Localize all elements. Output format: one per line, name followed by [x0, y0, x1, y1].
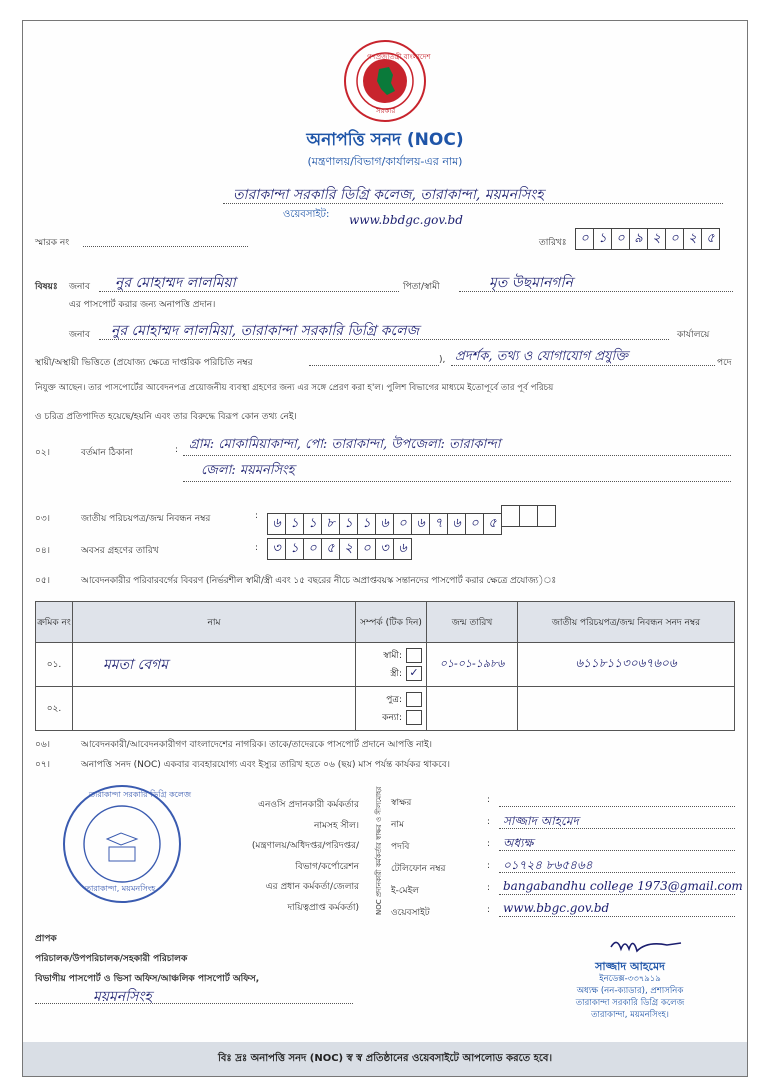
rel-husband-checkbox[interactable] — [406, 648, 422, 663]
body-line3: নিযুক্ত আছেন। তার পাসপোর্টের আবেদনপত্র প্রয়োজনীয় ব্যবস্থা গ্রহণের জন্য এর সঙ্গে প্রেরণ করা হ'ল। পুলিশ বিভাগের মাধ্যমে ইতোপূর্বে তার পূর্ব পরিচয় — [35, 383, 554, 393]
nid-digit-box: ৮ — [321, 513, 340, 535]
body-line2-prefix: স্থায়ী/অস্থায়ী ভিত্তিতে (প্রযোজ্য ক্ষেত্রে দাপ্তরিক পরিচিতি নম্বর — [35, 358, 253, 368]
th-relation: সম্পর্ক (টিক দিন) — [356, 602, 427, 643]
nid-digit-box — [501, 505, 520, 527]
retire-digit-box: ৩ — [375, 538, 394, 560]
row-nid: ৬১১৮১১৩০৬৭৬০৬ — [575, 655, 677, 670]
family-num: ০৫। — [35, 576, 50, 586]
address-num: ০২। — [35, 448, 50, 458]
th-serial: ক্রমিক নং — [36, 602, 73, 643]
seal-college: তারাকান্দা সরকারি ডিগ্রি কলেজ — [575, 998, 685, 1008]
signer-field-label: ওয়েবসাইট — [391, 908, 430, 918]
recipient-line1: পরিচালক/উপপরিচালক/সহকারী পরিচালক — [35, 954, 188, 964]
address-line2: জেলা: ময়মনসিংহ — [201, 463, 295, 478]
row-serial: ০২. — [36, 687, 73, 731]
father-label: পিতা/স্বামী — [403, 282, 440, 292]
emblem-bottom-text: সরকার — [376, 107, 396, 115]
signer-left-line: বিভাগ/কর্পোরেশন — [295, 861, 359, 872]
nid-boxes — [267, 505, 555, 535]
date-digit-box: ২ — [683, 228, 702, 250]
rel-husband-label: স্বামী: — [383, 650, 402, 661]
nid-digit-box: ১ — [285, 513, 304, 535]
recipient-line2: বিভাগীয় পাসপোর্ট ও ভিসা অফিস/আঞ্চলিক পাসপোর্ট অফিস, — [35, 974, 260, 984]
nid-label: জাতীয় পরিচয়পত্র/জন্ম নিবন্ধন নম্বর — [81, 514, 211, 524]
signer-field-row: নাম : সাজ্জাদ আহমেদ — [391, 813, 741, 835]
father-value: মৃত উছমানগনি — [489, 275, 573, 291]
citizen-text: আবেদনকারী/আবেদনকারীগণ বাংলাদেশের নাগরিক। তাকে/তাদেরকে পাসপোর্ট প্রদানে আপত্তি নাই। — [81, 740, 433, 750]
validity-text: অনাপত্তি সনদ (NOC) একবার ব্যবহারযোগ্য এবং ইস্যুর তারিখ হতে ০৬ (ছয়) মাস পর্যন্ত কার্যকর থাকবে। — [81, 760, 450, 770]
family-intro: আবেদনকারীর পরিবারবর্গের বিবরণ (নির্ভরশীল স্বামী/স্ত্রী এবং ১৫ বছরের নীচে অপ্রাপ্তবয়স্ক সন্তানদের পাসপোর্ট করার ক্ষেত্রে প্রযোজ্য)ঃ — [81, 576, 557, 586]
website-value: www.bbdgc.gov.bd — [349, 213, 463, 227]
signer-field-row: স্বাক্ষর : — [391, 791, 741, 813]
retire-digit-box: ৫ — [321, 538, 340, 560]
page-subtitle: (মন্ত্রণালয়/বিভাগ/কার্যালয়-এর নাম) — [307, 155, 463, 168]
date-digit-box: ০ — [575, 228, 594, 250]
retire-colon: : — [255, 543, 259, 553]
signer-field-label: নাম — [391, 820, 404, 830]
website-label: ওয়েবসাইট: — [283, 209, 330, 220]
seal-name: সাজ্জাদ আহমেদ — [595, 960, 665, 973]
row-dob: ০১-০১-১৯৮৬ — [439, 657, 505, 670]
date-digit-box: ৯ — [629, 228, 648, 250]
signer-field-value: bangabandhu college 1973@gmail.com — [503, 879, 743, 893]
nid-colon: : — [255, 511, 259, 521]
nid-digit-box: ৭ — [429, 513, 448, 535]
body-line2-mid: ), — [439, 355, 446, 365]
recipient-label: প্রাপক — [35, 934, 57, 944]
nid-num: ০৩। — [35, 514, 50, 524]
body-line2-suffix: পদে — [717, 358, 732, 368]
rel-daughter-checkbox[interactable] — [406, 710, 422, 725]
date-digit-box: ২ — [647, 228, 666, 250]
date-label: তারিখঃ — [539, 238, 567, 248]
signer-left-line: এনওসি প্রদানকারী কর্মকর্তার — [258, 800, 359, 810]
subject-label: বিষয়ঃ — [35, 282, 58, 292]
subject-name: নুর মোহাম্মদ লালমিয়া — [115, 275, 236, 291]
address-line1: গ্রাম: মোকামিয়াকান্দা, পো: তারাকান্দা, উপজেলা: তারাকান্দা — [189, 437, 501, 452]
signer-field-value: www.bbgc.gov.bd — [503, 901, 610, 915]
nid-digit-box: ১ — [303, 513, 322, 535]
rel-son-checkbox[interactable] — [406, 692, 422, 707]
signer-left-line: (মন্ত্রণালয়/অধিদপ্তর/পরিদপ্তর/ — [251, 841, 359, 851]
retire-label: অবসর গ্রহণের তারিখ — [81, 546, 159, 556]
nid-digit-box: ৫ — [483, 513, 502, 535]
signer-field-label: পদবি — [391, 842, 410, 852]
rel-daughter-label: কন্যা: — [382, 712, 402, 723]
nid-digit-box: ৬ — [267, 513, 286, 535]
family-table — [35, 601, 735, 731]
subject-line2: এর পাসপোর্ট করার জন্য অনাপত্তি প্রদান। — [69, 300, 216, 310]
stamp-ring-text: তারাকান্দা সরকারি ডিগ্রি কলেজ — [89, 790, 192, 799]
rel-son-label: পুত্র: — [386, 694, 402, 705]
nid-digit-box: ০ — [465, 513, 484, 535]
retire-boxes — [267, 537, 411, 560]
retire-digit-box: ০ — [303, 538, 322, 560]
page-title: অনাপত্তি সনদ (NOC) — [306, 130, 464, 150]
body-name-office: নুর মোহাম্মদ লালমিয়া, তারাকান্দা সরকারি ডিগ্রি কলেজ — [111, 323, 420, 339]
retire-digit-box: ১ — [285, 538, 304, 560]
retire-digit-box: ৬ — [393, 538, 412, 560]
footer-note: বিঃ দ্রঃ অনাপত্তি সনদ (NOC) স্ব স্ব প্রতিষ্ঠানের ওয়েবসাইটে আপলোড করতে হবে। — [23, 1042, 747, 1076]
date-digit-box: ৫ — [701, 228, 720, 250]
body-janab: জনাব — [69, 330, 91, 340]
signer-field-row: টেলিফোন নম্বর : ০১৭২৪ ৮৬৫৪৬৪ — [391, 857, 741, 879]
signer-field-label: ই-মেইল — [391, 886, 419, 896]
seal-place: তারাকান্দা, ময়মনসিংহ। — [591, 1010, 669, 1020]
recipient-city: ময়মনসিংহ — [93, 989, 152, 1005]
th-name: নাম — [73, 602, 356, 643]
date-boxes — [575, 227, 719, 250]
signer-left-line: এর প্রধান কর্মকর্তা/জেলার — [265, 882, 359, 892]
nid-digit-box: ১ — [339, 513, 358, 535]
body-line4: ও চরিত্র প্রতিপাদিত হয়েছে/হয়নি এবং তার বিরুদ্ধে বিরূপ কোন তথ্য নেই। — [35, 412, 297, 422]
signer-field-row: ই-মেইল : bangabandhu college 1973@gmail.com — [391, 879, 743, 896]
signer-left — [199, 795, 359, 918]
retire-digit-box: ০ — [357, 538, 376, 560]
signer-field-row: ওয়েবসাইট : www.bbgc.gov.bd — [391, 901, 741, 923]
retire-num: ০৪। — [35, 546, 50, 556]
memo-label: স্মারক নং — [35, 238, 70, 248]
address-colon: : — [175, 445, 179, 455]
designation-value: প্রদর্শক, তথ্য ও যোগাযোগ প্রযুক্তি — [455, 349, 628, 364]
seal-title: অধ্যক্ষ (নন-ক্যাডার), প্রশাসনিক — [576, 986, 684, 996]
table-row — [36, 687, 735, 731]
nid-digit-box: ০ — [393, 513, 412, 535]
th-dob: জন্ম তারিখ — [427, 602, 518, 643]
validity-num: ০৭। — [35, 760, 50, 770]
nid-digit-box — [519, 505, 538, 527]
seal-index: ইনডেক্স-৩৩৭৯১৯ — [599, 974, 661, 984]
signer-field-label: স্বাক্ষর — [391, 798, 412, 808]
emblem-ring-text: গণপ্রজাতন্ত্রী বাংলাদেশ — [367, 53, 431, 61]
signer-field-value: অধ্যক্ষ — [503, 836, 534, 850]
rel-wife-label: স্ত্রী: — [390, 668, 402, 679]
date-digit-box: ০ — [611, 228, 630, 250]
noc-document — [22, 20, 748, 1077]
retire-digit-box: ২ — [339, 538, 358, 560]
stamp-bottom-text: তারাকান্দা, ময়মনসিংহ — [85, 884, 156, 893]
signer-fields — [391, 791, 741, 923]
signature-icon — [607, 933, 687, 959]
signer-field-value: সাজ্জাদ আহমেদ — [503, 814, 579, 828]
office-suffix: কার্যালয়ে — [677, 330, 710, 340]
institution-name: তারাকান্দা সরকারি ডিগ্রি কলেজ, তারাকান্দা, ময়মনসিংহ — [233, 187, 544, 203]
row-serial: ০১. — [36, 643, 73, 687]
signer-field-value: ০১৭২৪ ৮৬৫৪৬৪ — [503, 858, 593, 872]
date-digit-box: ০ — [665, 228, 684, 250]
address-label: বর্তমান ঠিকানা — [81, 448, 133, 458]
th-nid: জাতীয় পরিচয়পত্র/জন্ম নিবন্ধন সনদ নম্বর — [518, 602, 735, 643]
date-digit-box: ১ — [593, 228, 612, 250]
official-seal — [523, 961, 737, 1021]
signer-field-row: পদবি : অধ্যক্ষ — [391, 835, 741, 857]
nid-digit-box: ৬ — [411, 513, 430, 535]
signer-left-line: নামসহ সীল। — [314, 820, 359, 831]
nid-digit-box: ৬ — [447, 513, 466, 535]
rel-wife-checkbox[interactable]: ✓ — [406, 666, 422, 681]
nid-digit-box: ১ — [357, 513, 376, 535]
retire-digit-box: ৩ — [267, 538, 286, 560]
row-name: মমতা বেগম — [103, 656, 168, 673]
nid-digit-box — [537, 505, 556, 527]
signer-field-label: টেলিফোন নম্বর — [391, 864, 446, 874]
nid-digit-box: ৬ — [375, 513, 394, 535]
subject-janab: জনাব — [69, 282, 91, 292]
vertical-note: NOC প্রদানকারী কর্মকর্তার স্বাক্ষর ও সীলমোহর — [375, 786, 383, 915]
table-row — [36, 643, 735, 687]
signer-left-line: দায়িত্বপ্রাপ্ত কর্মকর্তা) — [287, 902, 359, 913]
citizen-num: ০৬। — [35, 740, 50, 750]
